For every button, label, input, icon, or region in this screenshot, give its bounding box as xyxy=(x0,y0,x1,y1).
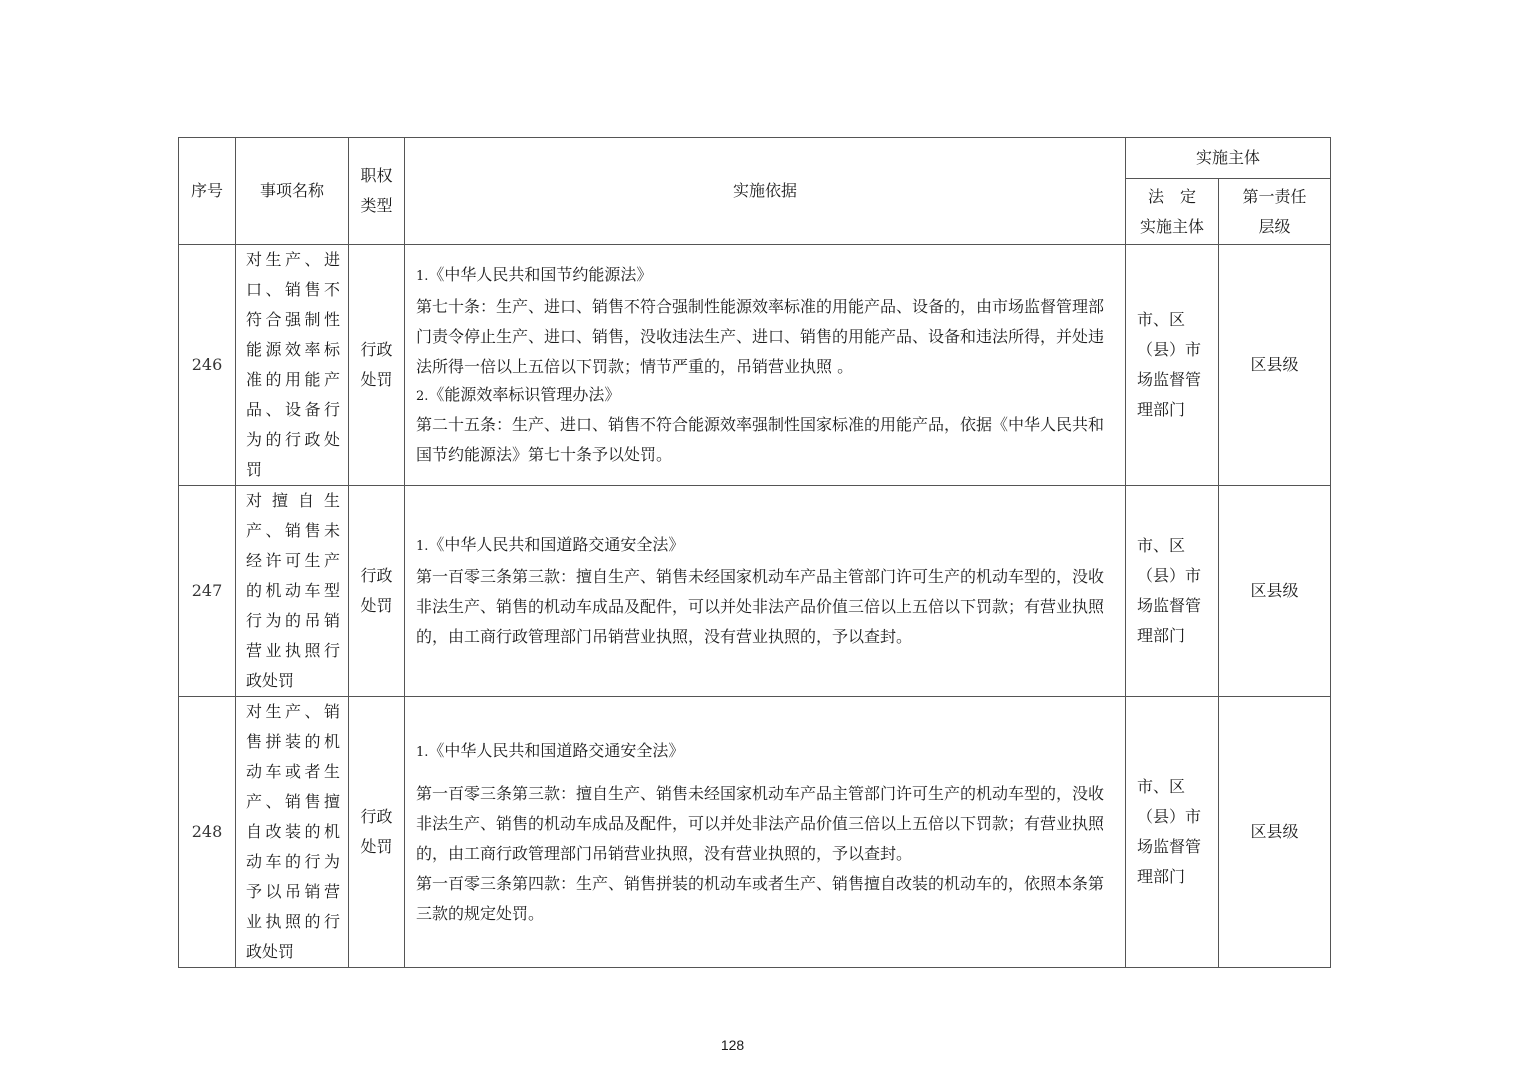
row-responsibility-level: 区县级 xyxy=(1219,245,1331,486)
basis-law-title: 《中华人民共和国道路交通安全法》 xyxy=(428,740,685,760)
basis-paragraph: 第一百零三条第三款：擅自生产、销售未经国家机动车产品主管部门许可生产的机动车型的，没收非法生产、销售的机动车成品及配件，可以并处非法产品价值三倍以上五倍以下罚款；有营业执照的，由工商行政管理部门吊销营业执照，没有营业执照的，予以查封。 xyxy=(416,567,1105,646)
header-responsibility-level-line1: 第一责任 xyxy=(1242,186,1307,206)
basis-law-title: 《中华人民共和国道路交通安全法》 xyxy=(428,535,685,554)
header-subject: 实施主体 xyxy=(1126,138,1331,179)
basis-paragraph xyxy=(416,736,1115,768)
row-power-type xyxy=(349,245,405,486)
basis-item-number: 1. xyxy=(416,269,429,284)
enforcement-items-table xyxy=(178,137,1331,968)
header-responsibility-level-line2: 层级 xyxy=(1258,216,1291,236)
row-responsibility-level: 区县级 xyxy=(1219,486,1331,697)
row-seq: 247 xyxy=(179,486,236,697)
row-legal-entity: 市、区（县）市场监督管理部门 xyxy=(1126,697,1219,968)
header-basis: 实施依据 xyxy=(405,138,1126,245)
row-power-type xyxy=(349,697,405,968)
header-item-name: 事项名称 xyxy=(236,138,349,245)
row-item-name: 对生产、销售拼装的机动车或者生产、销售擅自改装的机动车的行为予以吊销营业执照的行政处罚 xyxy=(236,697,349,968)
basis-paragraph xyxy=(416,260,1115,292)
row-seq: 246 xyxy=(179,245,236,486)
header-legal-subject xyxy=(1126,179,1219,245)
table-row xyxy=(179,697,1331,968)
basis-paragraph: 第二十五条：生产、进口、销售不符合能源效率强制性国家标准的用能产品，依据《中华人民共和国节约能源法》第七十条予以处罚。 xyxy=(416,415,1105,464)
header-legal-subject-line2: 实施主体 xyxy=(1139,216,1204,236)
row-basis xyxy=(405,697,1126,968)
row-power-type-line1: 行政 xyxy=(360,340,393,359)
basis-paragraph: 第一百零三条第四款：生产、销售拼装的机动车或者生产、销售擅自改装的机动车的，依照本条第三款的规定处罚。 xyxy=(416,873,1105,923)
row-power-type-line1: 行政 xyxy=(360,566,393,585)
row-responsibility-level: 区县级 xyxy=(1219,697,1331,968)
header-seq: 序号 xyxy=(179,138,236,245)
row-power-type-line1: 行政 xyxy=(360,807,393,826)
row-legal-entity: 市、区（县）市场监督管理部门 xyxy=(1126,486,1219,697)
header-responsibility-level xyxy=(1219,179,1331,245)
table-row xyxy=(179,486,1331,697)
basis-item-number: 1. xyxy=(416,744,429,760)
header-power-type xyxy=(349,138,405,245)
page-number: 128 xyxy=(720,1037,745,1053)
header-power-type-line1: 职权 xyxy=(360,166,393,185)
row-seq: 248 xyxy=(179,697,236,968)
row-power-type-line2: 处罚 xyxy=(360,370,393,389)
row-power-type-line2: 处罚 xyxy=(360,596,393,615)
basis-law-title: 《中华人民共和国节约能源法》 xyxy=(428,265,653,284)
row-item-name: 对生产、进口、销售不符合强制性能源效率标准的用能产品、设备行为的行政处罚 xyxy=(236,245,349,486)
header-legal-subject-line1: 法 定 xyxy=(1147,186,1196,206)
row-legal-entity: 市、区（县）市场监督管理部门 xyxy=(1126,245,1219,486)
row-basis xyxy=(405,486,1126,697)
basis-law-title: 《能源效率标识管理办法》 xyxy=(428,385,621,404)
paragraph-spacer xyxy=(416,768,1115,779)
row-basis xyxy=(405,245,1126,486)
basis-paragraph: 第七十条：生产、进口、销售不符合强制性能源效率标准的用能产品、设备的，由市场监督管理部门责令停止生产、进口、销售，没收违法生产、进口、销售的用能产品、设备和违法所得，并处违法所得一倍以上五倍以下罚款；情节严重的，吊销营业执照 。 xyxy=(416,297,1105,376)
basis-paragraph xyxy=(416,530,1115,562)
basis-paragraph xyxy=(416,382,1115,410)
row-item-name: 对擅自生产、销售未经许可生产的机动车型行为的吊销营业执照行政处罚 xyxy=(236,486,349,697)
row-power-type xyxy=(349,486,405,697)
basis-item-number: 2. xyxy=(416,389,429,404)
basis-item-number: 1. xyxy=(416,539,429,554)
basis-paragraph: 第一百零三条第三款：擅自生产、销售未经国家机动车产品主管部门许可生产的机动车型的，没收非法生产、销售的机动车成品及配件，可以并处非法产品价值三倍以上五倍以下罚款；有营业执照的，由工商行政管理部门吊销营业执照，没有营业执照的，予以查封。 xyxy=(416,783,1105,863)
row-power-type-line2: 处罚 xyxy=(360,837,393,856)
header-power-type-line2: 类型 xyxy=(360,196,393,215)
table-row xyxy=(179,245,1331,486)
